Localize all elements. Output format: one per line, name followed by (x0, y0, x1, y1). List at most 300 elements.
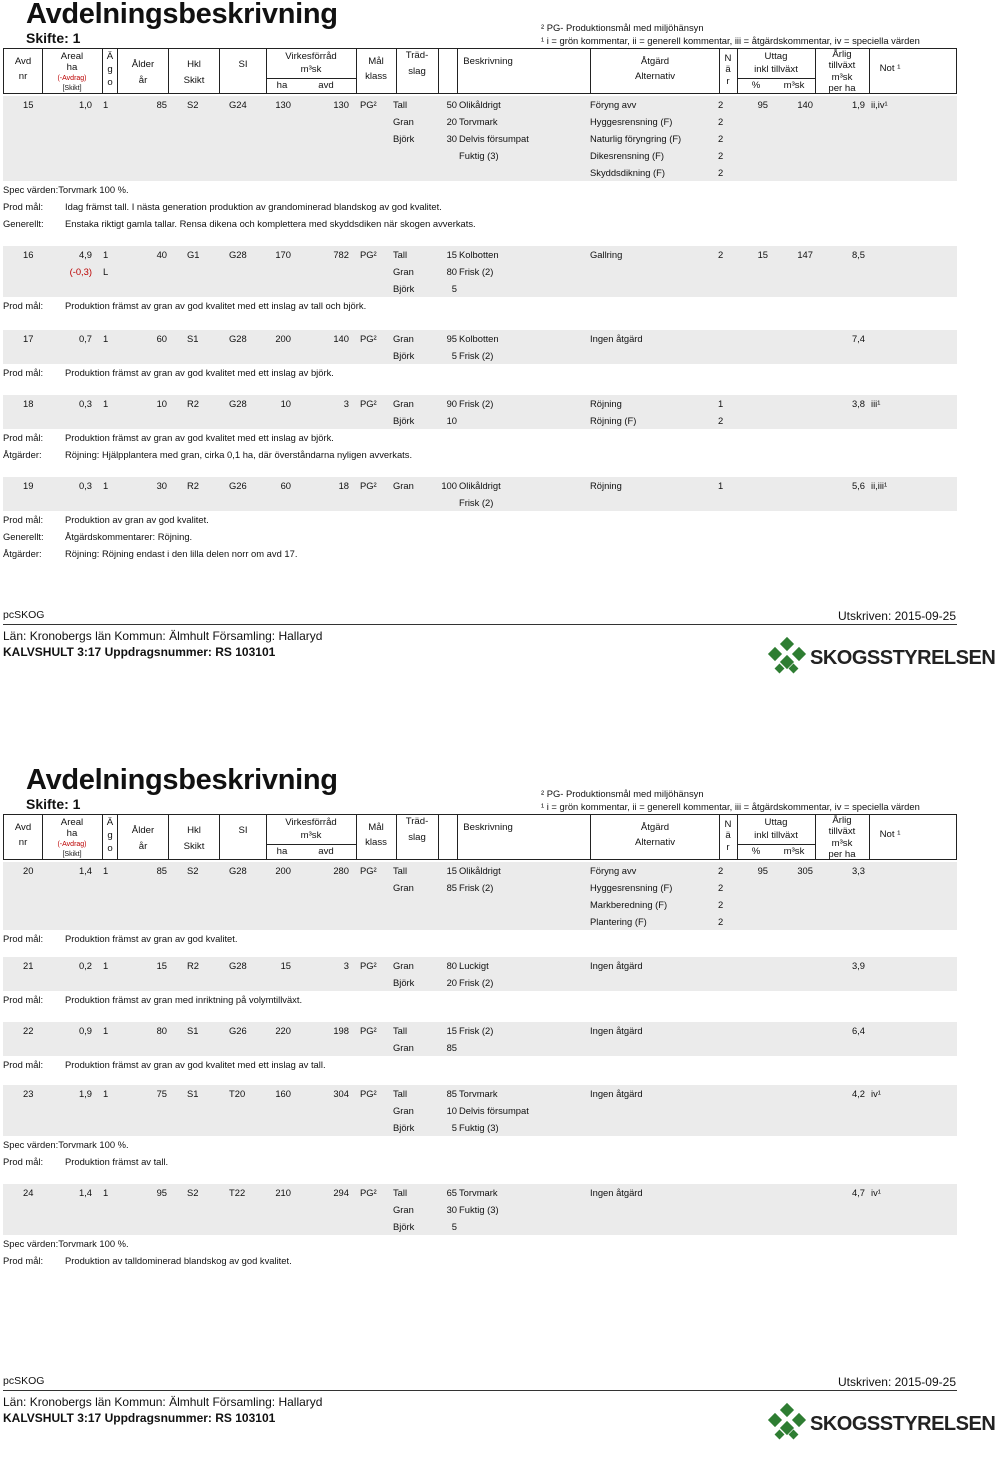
header-description: Beskrivning (463, 822, 513, 833)
table-row (3, 957, 957, 974)
header-growth-sub: tillväxt (828, 826, 856, 837)
age-class-cell: 1 (103, 865, 109, 876)
header-avdrag: (-Avdrag) (57, 841, 87, 848)
header-subdivider (737, 844, 815, 845)
stand-note (3, 1255, 292, 1266)
note-label: Åtgärder: (3, 449, 42, 460)
action-cell: Hyggesrensning (F) (590, 882, 673, 893)
description-cell: Frisk (2) (459, 497, 494, 508)
stand-note (3, 449, 412, 460)
age-cell: 85 (156, 865, 167, 876)
note-label: Generellt: (3, 218, 44, 229)
areal-cell: 1,4 (78, 865, 92, 876)
skogsstyrelsen-logo (768, 1401, 995, 1443)
annual-growth-cell: 3,8 (851, 398, 865, 409)
species-percent-cell: 20 (446, 977, 457, 988)
annual-growth-cell: 8,5 (851, 249, 865, 260)
header-species: slag (408, 66, 426, 77)
tree-species-cell: Gran (393, 333, 414, 344)
header-age-years: år (138, 841, 148, 852)
location-line: Län: Kronobergs län Kommun: Älmhult Församling: Hallaryd (3, 1395, 323, 1409)
header-harvest-pct: % (751, 846, 761, 857)
stand-note (3, 1059, 326, 1070)
si-cell: G26 (229, 1025, 247, 1036)
species-percent-cell: 85 (446, 1042, 457, 1053)
header-areal: Areal (60, 817, 84, 828)
action-cell: Föryng avv (590, 99, 637, 110)
header-avdrag: (-Avdrag) (57, 75, 87, 82)
tree-species-cell: Björk (393, 977, 415, 988)
annual-growth-cell: 3,9 (851, 960, 865, 971)
header-harvest-incl: inkl tillväxt (754, 64, 798, 75)
note-label: Prod mål: (3, 300, 44, 311)
note-label: Åtgärder: (3, 548, 42, 559)
volume-per-stand-cell: 280 (333, 865, 349, 876)
description-cell: Fuktig (3) (459, 150, 499, 161)
header-age-class-a: Ä (106, 51, 114, 62)
note-label: Generellt: (3, 531, 44, 542)
note-text: Produktion främst av gran av god kvalitet med ett inslag av tall och björk. (65, 300, 367, 311)
age-class-cell: 1 (103, 333, 109, 344)
hkl-cell: R2 (187, 398, 199, 409)
stand-note (3, 432, 334, 443)
table-row (3, 330, 957, 347)
stand-note (3, 184, 129, 195)
note-label: Prod mål: (3, 514, 44, 525)
si-cell: G28 (229, 960, 247, 971)
header-alternative: Alternativ (635, 71, 675, 82)
age-class-cell: 1 (103, 99, 109, 110)
avd-cell: 17 (23, 333, 34, 344)
note-ref-cell: iii¹ (871, 398, 881, 409)
action-cell: Hyggesrensning (F) (590, 116, 673, 127)
printed-date: Utskriven: 2015-09-25 (837, 609, 956, 623)
table-row (3, 96, 957, 113)
species-percent-cell: 85 (446, 882, 457, 893)
stand-note (3, 531, 192, 542)
header-divider (168, 815, 169, 859)
header-alternative: Alternativ (635, 837, 675, 848)
description-cell: Fuktig (3) (459, 1204, 499, 1215)
legend-pg: ² PG- Produktionsmål med miljöhänsyn (541, 22, 704, 33)
hkl-cell: S2 (187, 1187, 199, 1198)
header-growth: Årlig (832, 815, 852, 826)
header-nr: nr (18, 71, 28, 82)
table-row (3, 1119, 957, 1136)
species-percent-cell: 5 (451, 283, 457, 294)
skifte-label: Skifte: 1 (26, 796, 81, 812)
header-description: Beskrivning (463, 56, 513, 67)
header-hkl: Hkl (187, 59, 201, 70)
description-cell: Frisk (2) (459, 977, 494, 988)
header-hkl: Hkl (187, 825, 201, 836)
note-ref-cell: ii,iii¹ (871, 480, 888, 491)
hkl-cell: S1 (187, 333, 199, 344)
table-row (3, 879, 957, 896)
volume-per-ha-cell: 130 (275, 99, 291, 110)
avd-cell: 16 (23, 249, 34, 260)
header-harvest-incl: inkl tillväxt (754, 830, 798, 841)
hkl-cell: R2 (187, 480, 199, 491)
goal-class-cell: PG² (360, 960, 377, 971)
stand-note (3, 994, 302, 1005)
header-when-a: ä (725, 64, 731, 75)
tree-species-cell: Gran (393, 116, 414, 127)
property-line: KALVSHULT 3:17 Uppdragsnummer: RS 103101 (3, 1411, 276, 1425)
header-note: Not ¹ (879, 63, 901, 74)
header-harvest-unit: m³sk (783, 846, 805, 857)
header-subdivider (737, 78, 815, 79)
volume-per-stand-cell: 130 (333, 99, 349, 110)
header-volume-unit: m³sk (300, 64, 322, 75)
harvest-volume-cell: 140 (797, 99, 813, 110)
species-percent-cell: 80 (446, 960, 457, 971)
header-si: SI (238, 825, 248, 836)
when-cell: 2 (718, 133, 724, 144)
note-label: Spec värden: (3, 1139, 59, 1150)
tree-species-cell: Björk (393, 1122, 415, 1133)
note-label: Prod mål: (3, 201, 44, 212)
description-cell: Fuktig (3) (459, 1122, 499, 1133)
si-cell: G26 (229, 480, 247, 491)
when-cell: 2 (718, 167, 724, 178)
hkl-cell: S2 (187, 99, 199, 110)
action-cell: Ingen åtgärd (590, 1088, 643, 1099)
tree-species-cell: Tall (393, 865, 408, 876)
description-cell: Frisk (2) (459, 350, 494, 361)
table-row (3, 412, 957, 429)
header-divider (117, 49, 118, 93)
header-growth-per-ha: per ha (828, 849, 856, 860)
annual-growth-cell: 5,6 (851, 480, 865, 491)
annual-growth-cell: 7,4 (851, 333, 865, 344)
stand-note (3, 933, 237, 944)
areal-cell: (-0,3) (69, 266, 92, 277)
stand-note (3, 1238, 129, 1249)
description-cell: Frisk (2) (459, 398, 494, 409)
volume-per-ha-cell: 60 (280, 480, 291, 491)
age-cell: 30 (156, 480, 167, 491)
avd-cell: 19 (23, 480, 34, 491)
action-cell: Ingen åtgärd (590, 1025, 643, 1036)
note-text: Idag främst tall. I nästa generation produktion av grandominerad blandskog av god kvalitet. (65, 201, 442, 212)
header-subdivider (266, 78, 356, 79)
property-line: KALVSHULT 3:17 Uppdragsnummer: RS 103101 (3, 645, 276, 659)
page-title: Avdelningsbeskrivning (26, 0, 338, 30)
note-label: Spec värden: (3, 1238, 59, 1249)
species-percent-cell: 5 (451, 1221, 457, 1232)
table-row (3, 477, 957, 494)
volume-per-ha-cell: 10 (280, 398, 291, 409)
table-row (3, 1039, 957, 1056)
annual-growth-cell: 4,7 (851, 1187, 865, 1198)
hkl-cell: S1 (187, 1088, 199, 1099)
avd-cell: 21 (23, 960, 34, 971)
header-when-r: r (726, 842, 730, 853)
action-cell: Dikesrensning (F) (590, 150, 664, 161)
species-percent-cell: 80 (446, 266, 457, 277)
header-avd: Avd (14, 822, 32, 833)
tree-species-cell: Tall (393, 99, 408, 110)
tree-species-cell: Gran (393, 882, 414, 893)
volume-per-stand-cell: 198 (333, 1025, 349, 1036)
stand-note (3, 1156, 168, 1167)
table-row (3, 1022, 957, 1039)
areal-cell: 0,9 (78, 1025, 92, 1036)
species-percent-cell: 15 (446, 249, 457, 260)
stand-note (3, 218, 476, 229)
areal-cell: 1,0 (78, 99, 92, 110)
avd-cell: 15 (23, 99, 34, 110)
tree-emblem-icon (768, 635, 808, 677)
note-label: Spec värden: (3, 184, 59, 195)
legend-pg: ² PG- Produktionsmål med miljöhänsyn (541, 788, 704, 799)
species-percent-cell: 20 (446, 116, 457, 127)
header-growth-unit: m³sk (831, 72, 853, 83)
description-cell: Kolbotten (459, 249, 499, 260)
action-cell: Gallring (590, 249, 623, 260)
table-row (3, 147, 957, 164)
tree-species-cell: Gran (393, 266, 414, 277)
action-cell: Röjning (590, 398, 622, 409)
age-cell: 60 (156, 333, 167, 344)
action-cell: Ingen åtgärd (590, 960, 643, 971)
si-cell: G28 (229, 865, 247, 876)
si-cell: G28 (229, 249, 247, 260)
header-si: SI (238, 59, 248, 70)
note-text: Produktion främst av gran av god kvalitet. (65, 933, 238, 944)
when-cell: 2 (718, 116, 724, 127)
tree-species-cell: Gran (393, 398, 414, 409)
table-row (3, 130, 957, 147)
tree-species-cell: Björk (393, 133, 415, 144)
header-action: Åtgärd (640, 822, 670, 833)
tree-species-cell: Tall (393, 1025, 408, 1036)
volume-per-stand-cell: 782 (333, 249, 349, 260)
header-skikt-bracket: [Skikt] (62, 851, 82, 858)
column-header (3, 814, 957, 860)
table-row (3, 246, 957, 263)
tree-species-cell: Björk (393, 283, 415, 294)
volume-per-stand-cell: 304 (333, 1088, 349, 1099)
description-cell: Torvmark (459, 116, 498, 127)
age-class-cell: 1 (103, 249, 109, 260)
hkl-cell: R2 (187, 960, 199, 971)
age-cell: 40 (156, 249, 167, 260)
areal-cell: 0,3 (78, 480, 92, 491)
note-text: Produktion främst av gran av god kvalitet med ett inslag av björk. (65, 367, 334, 378)
description-cell: Kolbotten (459, 333, 499, 344)
skogsstyrelsen-logo (768, 635, 995, 677)
header-growth-unit: m³sk (831, 838, 853, 849)
header-avd: Avd (14, 56, 32, 67)
hkl-cell: S2 (187, 865, 199, 876)
stand-note (3, 548, 297, 559)
note-text: Röjning: Hjälpplantera med gran, cirka 0,1 ha, där överståndarna nyligen avverkats. (65, 449, 413, 460)
note-text: Produktion av gran av god kvalitet. (65, 514, 209, 525)
action-cell: Röjning (590, 480, 622, 491)
harvest-percent-cell: 95 (757, 865, 768, 876)
header-nr: nr (18, 837, 28, 848)
annual-growth-cell: 3,3 (851, 865, 865, 876)
header-divider (168, 49, 169, 93)
volume-per-stand-cell: 3 (343, 398, 349, 409)
species-percent-cell: 10 (446, 415, 457, 426)
header-skikt-bracket: [Skikt] (62, 85, 82, 92)
table-row (3, 1201, 957, 1218)
legend-notes: ¹ i = grön kommentar, ii = generell kommentar, iii = åtgärdskommentar, iv = speciella värden (541, 35, 920, 46)
goal-class-cell: PG² (360, 249, 377, 260)
note-label: Prod mål: (3, 1059, 44, 1070)
age-class-cell: 1 (103, 398, 109, 409)
table-row (3, 913, 957, 930)
table-row (3, 974, 957, 991)
areal-cell: 1,9 (78, 1088, 92, 1099)
volume-per-ha-cell: 160 (275, 1088, 291, 1099)
goal-class-cell: PG² (360, 1187, 377, 1198)
avd-cell: 23 (23, 1088, 34, 1099)
tree-species-cell: Gran (393, 480, 414, 491)
species-percent-cell: 85 (446, 1088, 457, 1099)
header-divider (438, 49, 439, 93)
header-age-class-o: o (107, 77, 113, 88)
header-when-r: r (726, 76, 730, 87)
skifte-label: Skifte: 1 (26, 30, 81, 46)
header-note: Not ¹ (879, 829, 901, 840)
when-cell: 1 (718, 480, 724, 491)
goal-class-cell: PG² (360, 1088, 377, 1099)
header-areal: Areal (60, 51, 84, 62)
table-row (3, 263, 957, 280)
species-percent-cell: 5 (451, 1122, 457, 1133)
table-row (3, 280, 957, 297)
header-action: Åtgärd (640, 56, 670, 67)
si-cell: G24 (229, 99, 247, 110)
header-age-class-o: o (107, 843, 113, 854)
note-text: Torvmark 100 %. (58, 1139, 129, 1150)
logo-text: SKOGSSTYRELSEN (810, 647, 995, 669)
stand-note (3, 201, 442, 212)
header-harvest: Uttag (764, 817, 788, 828)
age-cell: 85 (156, 99, 167, 110)
tree-species-cell: Tall (393, 249, 408, 260)
header-divider (219, 815, 220, 859)
age-class-cell: 1 (103, 1187, 109, 1198)
header-when-n: N (724, 819, 732, 830)
header-harvest-unit: m³sk (783, 80, 805, 91)
header-tree: Träd- (405, 50, 429, 61)
description-cell: Frisk (2) (459, 266, 494, 277)
header-goal-class: klass (365, 837, 387, 848)
volume-per-ha-cell: 200 (275, 865, 291, 876)
species-percent-cell: 10 (446, 1105, 457, 1116)
areal-cell: 4,9 (78, 249, 92, 260)
annual-growth-cell: 4,2 (851, 1088, 865, 1099)
age-class-cell: 1 (103, 480, 109, 491)
tree-species-cell: Björk (393, 350, 415, 361)
species-percent-cell: 30 (446, 1204, 457, 1215)
header-divider (219, 49, 220, 93)
species-percent-cell: 90 (446, 398, 457, 409)
annual-growth-cell: 6,4 (851, 1025, 865, 1036)
si-cell: T20 (229, 1088, 246, 1099)
note-text: Produktion främst av gran av god kvalitet med ett inslag av tall. (65, 1059, 326, 1070)
header-species: slag (408, 832, 426, 843)
header-volume: Virkesförråd (285, 817, 337, 828)
volume-per-stand-cell: 294 (333, 1187, 349, 1198)
stand-note (3, 367, 334, 378)
volume-per-stand-cell: 3 (343, 960, 349, 971)
age-cell: 10 (156, 398, 167, 409)
tree-species-cell: Björk (393, 1221, 415, 1232)
note-label: Prod mål: (3, 1156, 44, 1167)
table-row (3, 347, 957, 364)
volume-per-stand-cell: 18 (338, 480, 349, 491)
age-class-cell: 1 (103, 1088, 109, 1099)
goal-class-cell: PG² (360, 865, 377, 876)
header-volume-unit: m³sk (300, 830, 322, 841)
si-cell: T22 (229, 1187, 246, 1198)
harvest-percent-cell: 15 (757, 249, 768, 260)
si-cell: G28 (229, 333, 247, 344)
header-skikt: Skikt (183, 75, 205, 86)
avd-cell: 22 (23, 1025, 34, 1036)
note-text: Torvmark 100 %. (58, 184, 129, 195)
when-cell: 1 (718, 398, 724, 409)
description-cell: Olikåldrigt (459, 480, 501, 491)
age-class-cell: 1 (103, 1025, 109, 1036)
header-goal: Mål (368, 56, 384, 67)
action-cell: Plantering (F) (590, 916, 647, 927)
header-divider (42, 49, 43, 93)
goal-class-cell: PG² (360, 480, 377, 491)
header-ha: ha (66, 828, 78, 839)
header-tree: Träd- (405, 816, 429, 827)
tree-species-cell: Gran (393, 1042, 414, 1053)
goal-class-cell: PG² (360, 398, 377, 409)
header-divider (42, 815, 43, 859)
header-when-n: N (724, 53, 732, 64)
table-row (3, 862, 957, 879)
harvest-volume-cell: 305 (797, 865, 813, 876)
header-subdivider (266, 844, 356, 845)
note-text: Åtgärdskommentarer: Röjning. (65, 531, 193, 542)
header-volume: Virkesförråd (285, 51, 337, 62)
age-cell: 75 (156, 1088, 167, 1099)
header-goal-class: klass (365, 71, 387, 82)
tree-species-cell: Björk (393, 415, 415, 426)
header-age-class-g: g (107, 64, 113, 75)
species-percent-cell: 5 (451, 350, 457, 361)
areal-cell: 0,7 (78, 333, 92, 344)
note-label: Prod mål: (3, 1255, 44, 1266)
header-age-years: år (138, 75, 148, 86)
header-volume-ha: ha (276, 80, 288, 91)
header-when-a: ä (725, 830, 731, 841)
species-percent-cell: 15 (446, 865, 457, 876)
table-row (3, 494, 957, 511)
when-cell: 2 (718, 916, 724, 927)
avd-cell: 18 (23, 398, 34, 409)
footer-rule (3, 624, 957, 625)
note-text: Produktion främst av gran av god kvalitet med ett inslag av björk. (65, 432, 334, 443)
header-volume-avd: avd (318, 80, 334, 91)
age-cell: 95 (156, 1187, 167, 1198)
footer-rule (3, 1390, 957, 1391)
header-age-class-a: Ä (106, 817, 114, 828)
stand-note (3, 514, 209, 525)
header-harvest-pct: % (751, 80, 761, 91)
